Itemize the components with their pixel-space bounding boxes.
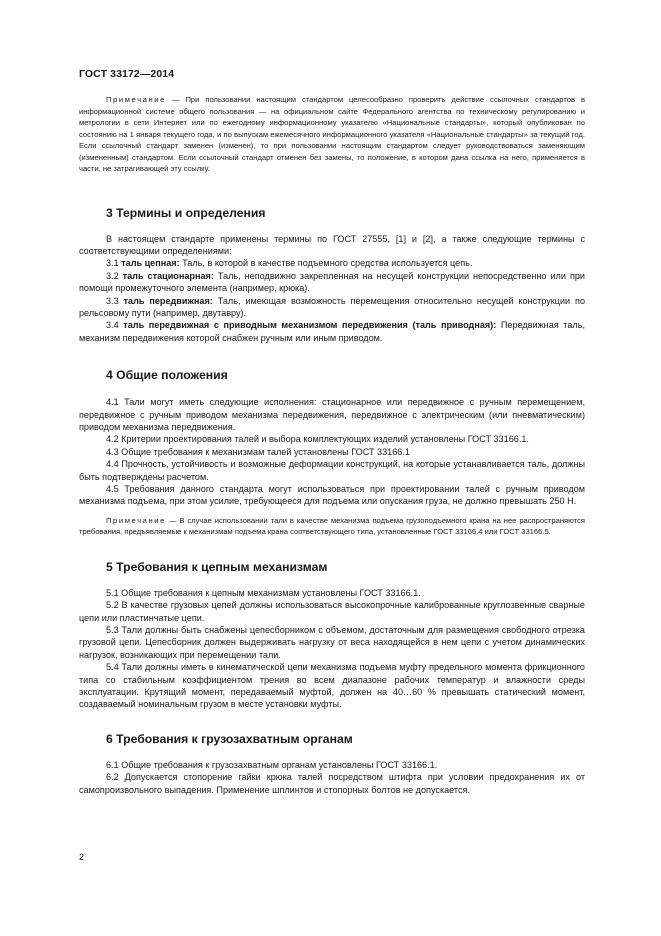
term-item: 3.3 таль передвижная: Таль, имеющая возможность перемещения относительно несущей конструкции по рельсовому пути (например, двутавру). (79, 295, 586, 318)
term-item: 3.1 таль цепная: Таль, в которой в качестве подъемного средства используется цепь. (106, 258, 473, 269)
section-6-title: 6 Требования к грузозахватным органам (106, 731, 353, 746)
note-text: — При пользовании настоящим стандартом целесообразно проверить действие ссылочных стандартов в информационной системе общего пользования — на официальном сайте Федерального агентства по техническому регулированию и метрологии в сети Интернет или по ежегодному информационному указателю «Национальные стандарты», который опубликован по состоянию на 1 января текущего года, и по выпускам ежемесячного информационного указателя «Национальные стандарты» за текущий год. Если ссылочный стандарт заменен (изменен), то при пользовании настоящим стандартом следует руководствоваться заменяющим (измененным) стандартом. Если ссылочный стандарт отменен без замены, то положение, в котором дана ссылка на него, применяется в части, не затрагивающей эту ссылку. (79, 95, 585, 173)
paragraph: 4.5 Требования данного стандарта могут использоваться при проектировании талей с ручным приводом механизма подъема, при этом усилие, требующееся для подъема или опускания груза, не должно превышать 250 Н. (79, 484, 585, 507)
paragraph: 4.4 Прочность, устойчивость и возможные деформации конструкций, на которые устанавливается таль, должны быть подтверждены расчетом. (79, 459, 585, 482)
section-4-note: Примечание — В случае использовании тали в качестве механизма подъема грузоподъемного крана на нее распространяются требования, предъявляемые к механизмам подъема крана соответствующего типа, установленные ГОСТ 33166.4 или ГОСТ 33166.5. (79, 515, 585, 537)
note-label: Примечание (106, 95, 166, 104)
paragraph: 4.1 Тали могут иметь следующие исполнения: стационарное или передвижное с ручным перемещением, передвижное с ручным приводом механизма передвижения, передвижное с электрическим (или пневматическим) приводом механизма передвижения. (79, 397, 585, 432)
paragraph: 4.3 Общие требования к механизмам талей установлены ГОСТ 33166.1 (106, 446, 410, 457)
reference-note (79, 94, 585, 175)
paragraph: 6.1 Общие требования к грузозахватным органам установлены ГОСТ 33166.1. (106, 759, 438, 770)
term-item: 3.4 таль передвижная с приводным механизмом передвижения (таль приводная): Передвижная таль, механизм передвижения которой снабжен ручным или иным приводом. (79, 320, 586, 343)
document-body (79, 94, 585, 796)
section-3-intro: В настоящем стандарте применены термины по ГОСТ 27555, [1] и [2], а также следующие термины с соответствующими определениями: (79, 233, 585, 256)
paragraph: 5.4 Тали должны иметь в кинематической цепи механизма подъема муфту предельного момента фрикционного типа со стабильным коэффициентом трения во всем диапазоне рабочих температур и влажности среды эксплуатации. Крутящий момент, передаваемый муфтой, должен на 40…60 % превышать статический момент, создаваемый номинальным грузом в месте установки муфты. (79, 662, 585, 710)
section-4-title: 4 Общие положения (106, 368, 228, 383)
section-4-body (79, 396, 585, 538)
page-number: 2 (79, 852, 85, 862)
document-header: ГОСТ 33172—2014 (79, 68, 175, 80)
section-3-body (79, 233, 585, 345)
term-item: 3.2 таль стационарная: Таль, неподвижно закрепленная на несущей конструкции непосредственно или при помощи промежуточного элемента (например, крюка). (79, 270, 586, 294)
section-6-body (79, 759, 585, 796)
paragraph: 6.2 Допускается стопорение гайки крюка талей посредством штифта при условии предохранения их от самопроизвольного выпадения. Применение шплинтов и стопорных болтов не допускается. (79, 772, 585, 795)
section-5-title: 5 Требования к цепным механизмам (106, 559, 328, 574)
section-3-title: 3 Термины и определения (106, 205, 266, 220)
paragraph: 5.2 В качестве грузовых цепей должны использоваться высокопрочные калиброванные круглозвенные сварные цепи или пластинчатые цепи. (79, 600, 585, 623)
paragraph: 5.3 Тали должны быть снабжены цепесборником с объемом, достаточным для размещения свободного отрезка грузовой цепи. Цепесборник должен выдерживать нагрузку от веса находящейся в нем цепи с учетом динамических нагрузок, возникающих при перемещении тали. (79, 625, 585, 660)
paragraph: 5.1 Общие требования к цепным механизмам установлены ГОСТ 33166.1. (106, 587, 421, 598)
paragraph: 4.2 Критерии проектирования талей и выбора комплектующих изделий установлены ГОСТ 33166.1. (106, 434, 529, 445)
section-5-body (79, 587, 585, 711)
